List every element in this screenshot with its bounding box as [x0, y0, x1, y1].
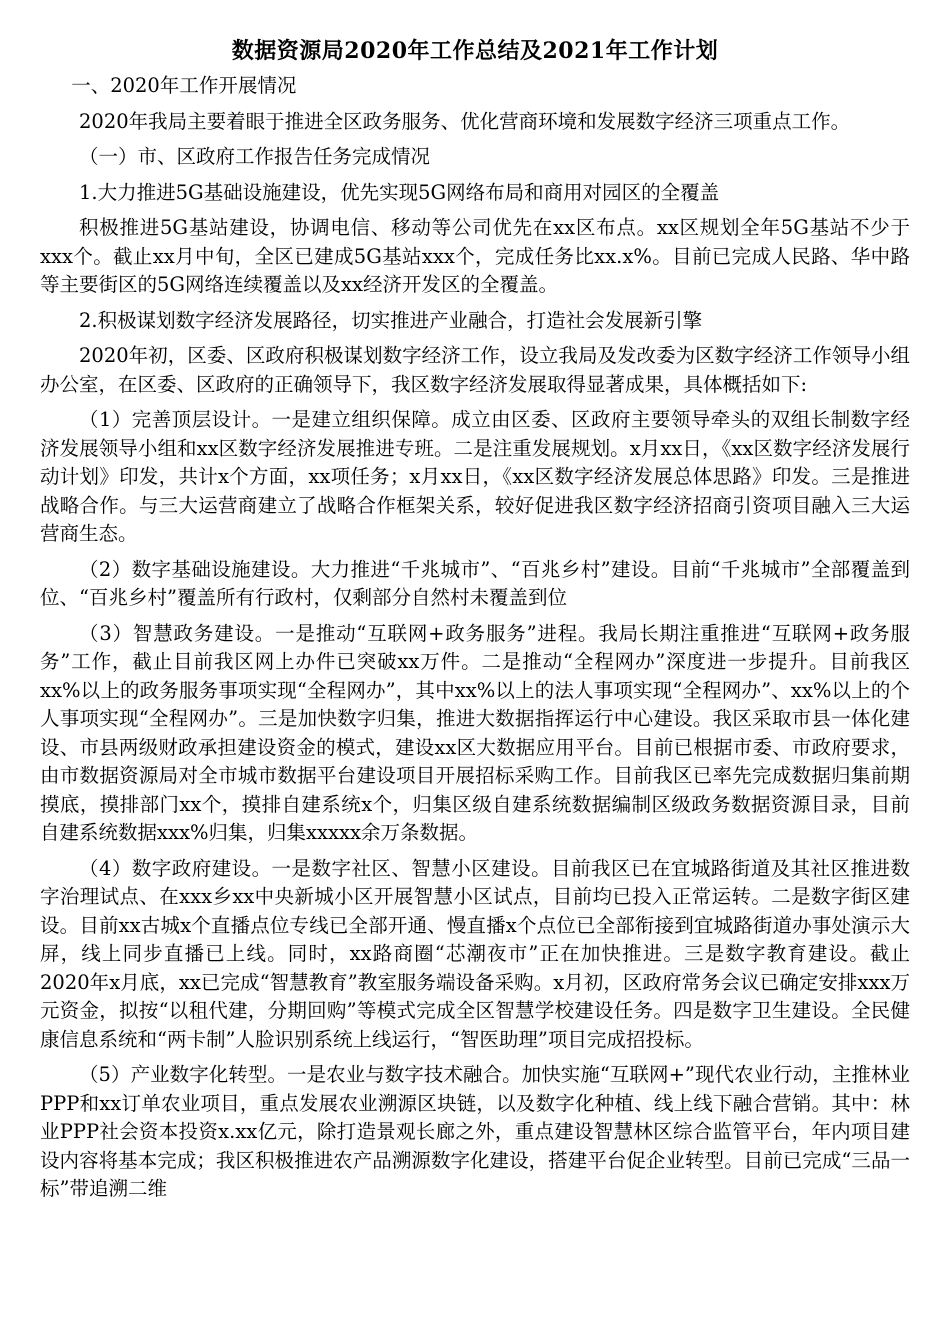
section-heading: 一、2020年工作开展情况: [71, 74, 297, 97]
body-paragraph: （1）完善顶层设计。一是建立组织保障。成立由区委、区政府主要领导牵头的双组长制数字经济发展领导小组和xx区数字经济发展推进专班。二是注重发展规划。x月xx日，《xx区数字经济发展行动计划》印发，共计x个方面，xx项任务；x月xx日，《xx区数字经济发展总体思路》印发。三是推进战略合作。与三大运营商建立了战略合作框架关系，较好促进我区数字经济招商引资项目融入三大运营商生态。: [40, 408, 910, 545]
body-paragraph: （5）产业数字化转型。一是农业与数字技术融合。加快实施“互联网+”现代农业行动，主推林业PPP和xx订单农业项目，重点发展农业溯源区块链，以及数字化种植、线上线下融合营销。其中：林业PPP社会资本投资x.xx亿元，除打造景观长廊之外，重点建设智慧林区综合监管平台，年内项目建设内容将基本完成；我区积极推进农产品溯源数字化建设，搭建平台促企业转型。目前已完成“三品一标”带追溯二维: [40, 1063, 910, 1200]
document-title: 数据资源局2020年工作总结及2021年工作计划: [231, 38, 719, 64]
body-paragraph: （2）数字基础设施建设。大力推进“千兆城市”、“百兆乡村”建设。目前“千兆城市”全部覆盖到位、“百兆乡村”覆盖所有行政村，仅剩部分自然村未覆盖到位: [40, 557, 910, 609]
item-heading: 1.大力推进5G基础设施建设，优先实现5G网络布局和商用对园区的全覆盖: [79, 180, 720, 204]
item-heading: 2.积极谋划数字经济发展路径，切实推进产业融合，打造社会发展新引擎: [79, 308, 703, 332]
subsection-heading: （一）市、区政府工作报告任务完成情况: [79, 145, 431, 168]
body-paragraph: 积极推进5G基站建设，协调电信、移动等公司优先在xx区布点。xx区规划全年5G基站不少于xxx个。截止xx月中旬，全区已建成5G基站xxx个，完成任务比xx.x%。目前已完成人民路、华中路等主要街区的5G网络连续覆盖以及xx经济开发区的全覆盖。: [40, 216, 910, 296]
body-paragraph: （4）数字政府建设。一是数字社区、智慧小区建设。目前我区已在宜城路街道及其社区推进数字治理试点、在xxx乡xx中央新城小区开展智慧小区试点，目前均已投入正常运转。二是数字街区建设。目前xx古城x个直播点位专线已全部开通、慢直播x个点位已全部衔接到宜城路街道办事处演示大屏，线上同步直播已上线。同时，xx路商圈“芯潮夜市”正在加快推进。三是数字教育建设。截止2020年x月底，xx已完成“智慧教育”教室服务端设备采购。x月初，区政府常务会议已确定安排xxx万元资金，拟按“以租代建，分期回购”等模式完成全区智慧学校建设任务。四是数字卫生建设。全民健康信息系统和“两卡制”人脸识别系统上线运行，“智医助理”项目完成招投标。: [40, 856, 910, 1051]
intro-paragraph: 2020年我局主要着眼于推进全区政务服务、优化营商环境和发展数字经济三项重点工作。: [79, 109, 851, 133]
body-paragraph: （3）智慧政务建设。一是推动“互联网+政务服务”进程。我局长期注重推进“互联网+政务服务”工作，截止目前我区网上办件已突破xx万件。二是推动“全程网办”深度进一步提升。目前我区xx%以上的政务服务事项实现“全程网办”，其中xx%以上的法人事项实现“全程网办”、xx%以上的个人事项实现“全程网办”。三是加快数字归集，推进大数据指挥运行中心建设。我区采取市县一体化建设、市县两级财政承担建设资金的模式，建设xx区大数据应用平台。目前已根据市委、市政府要求，由市数据资源局对全市城市数据平台建设项目开展招标采购工作。目前我区已率先完成数据归集前期摸底，摸排部门xx个，摸排自建系统x个，归集区级自建系统数据编制区级政务数据资源目录，目前自建系统数据xxx%归集，归集xxxxx余万条数据。: [40, 621, 910, 844]
body-paragraph: 2020年初，区委、区政府积极谋划数字经济工作，设立我局及发改委为区数字经济工作领导小组办公室，在区委、区政府的正确领导下，我区数字经济发展取得显著成果，具体概括如下:: [40, 344, 910, 396]
